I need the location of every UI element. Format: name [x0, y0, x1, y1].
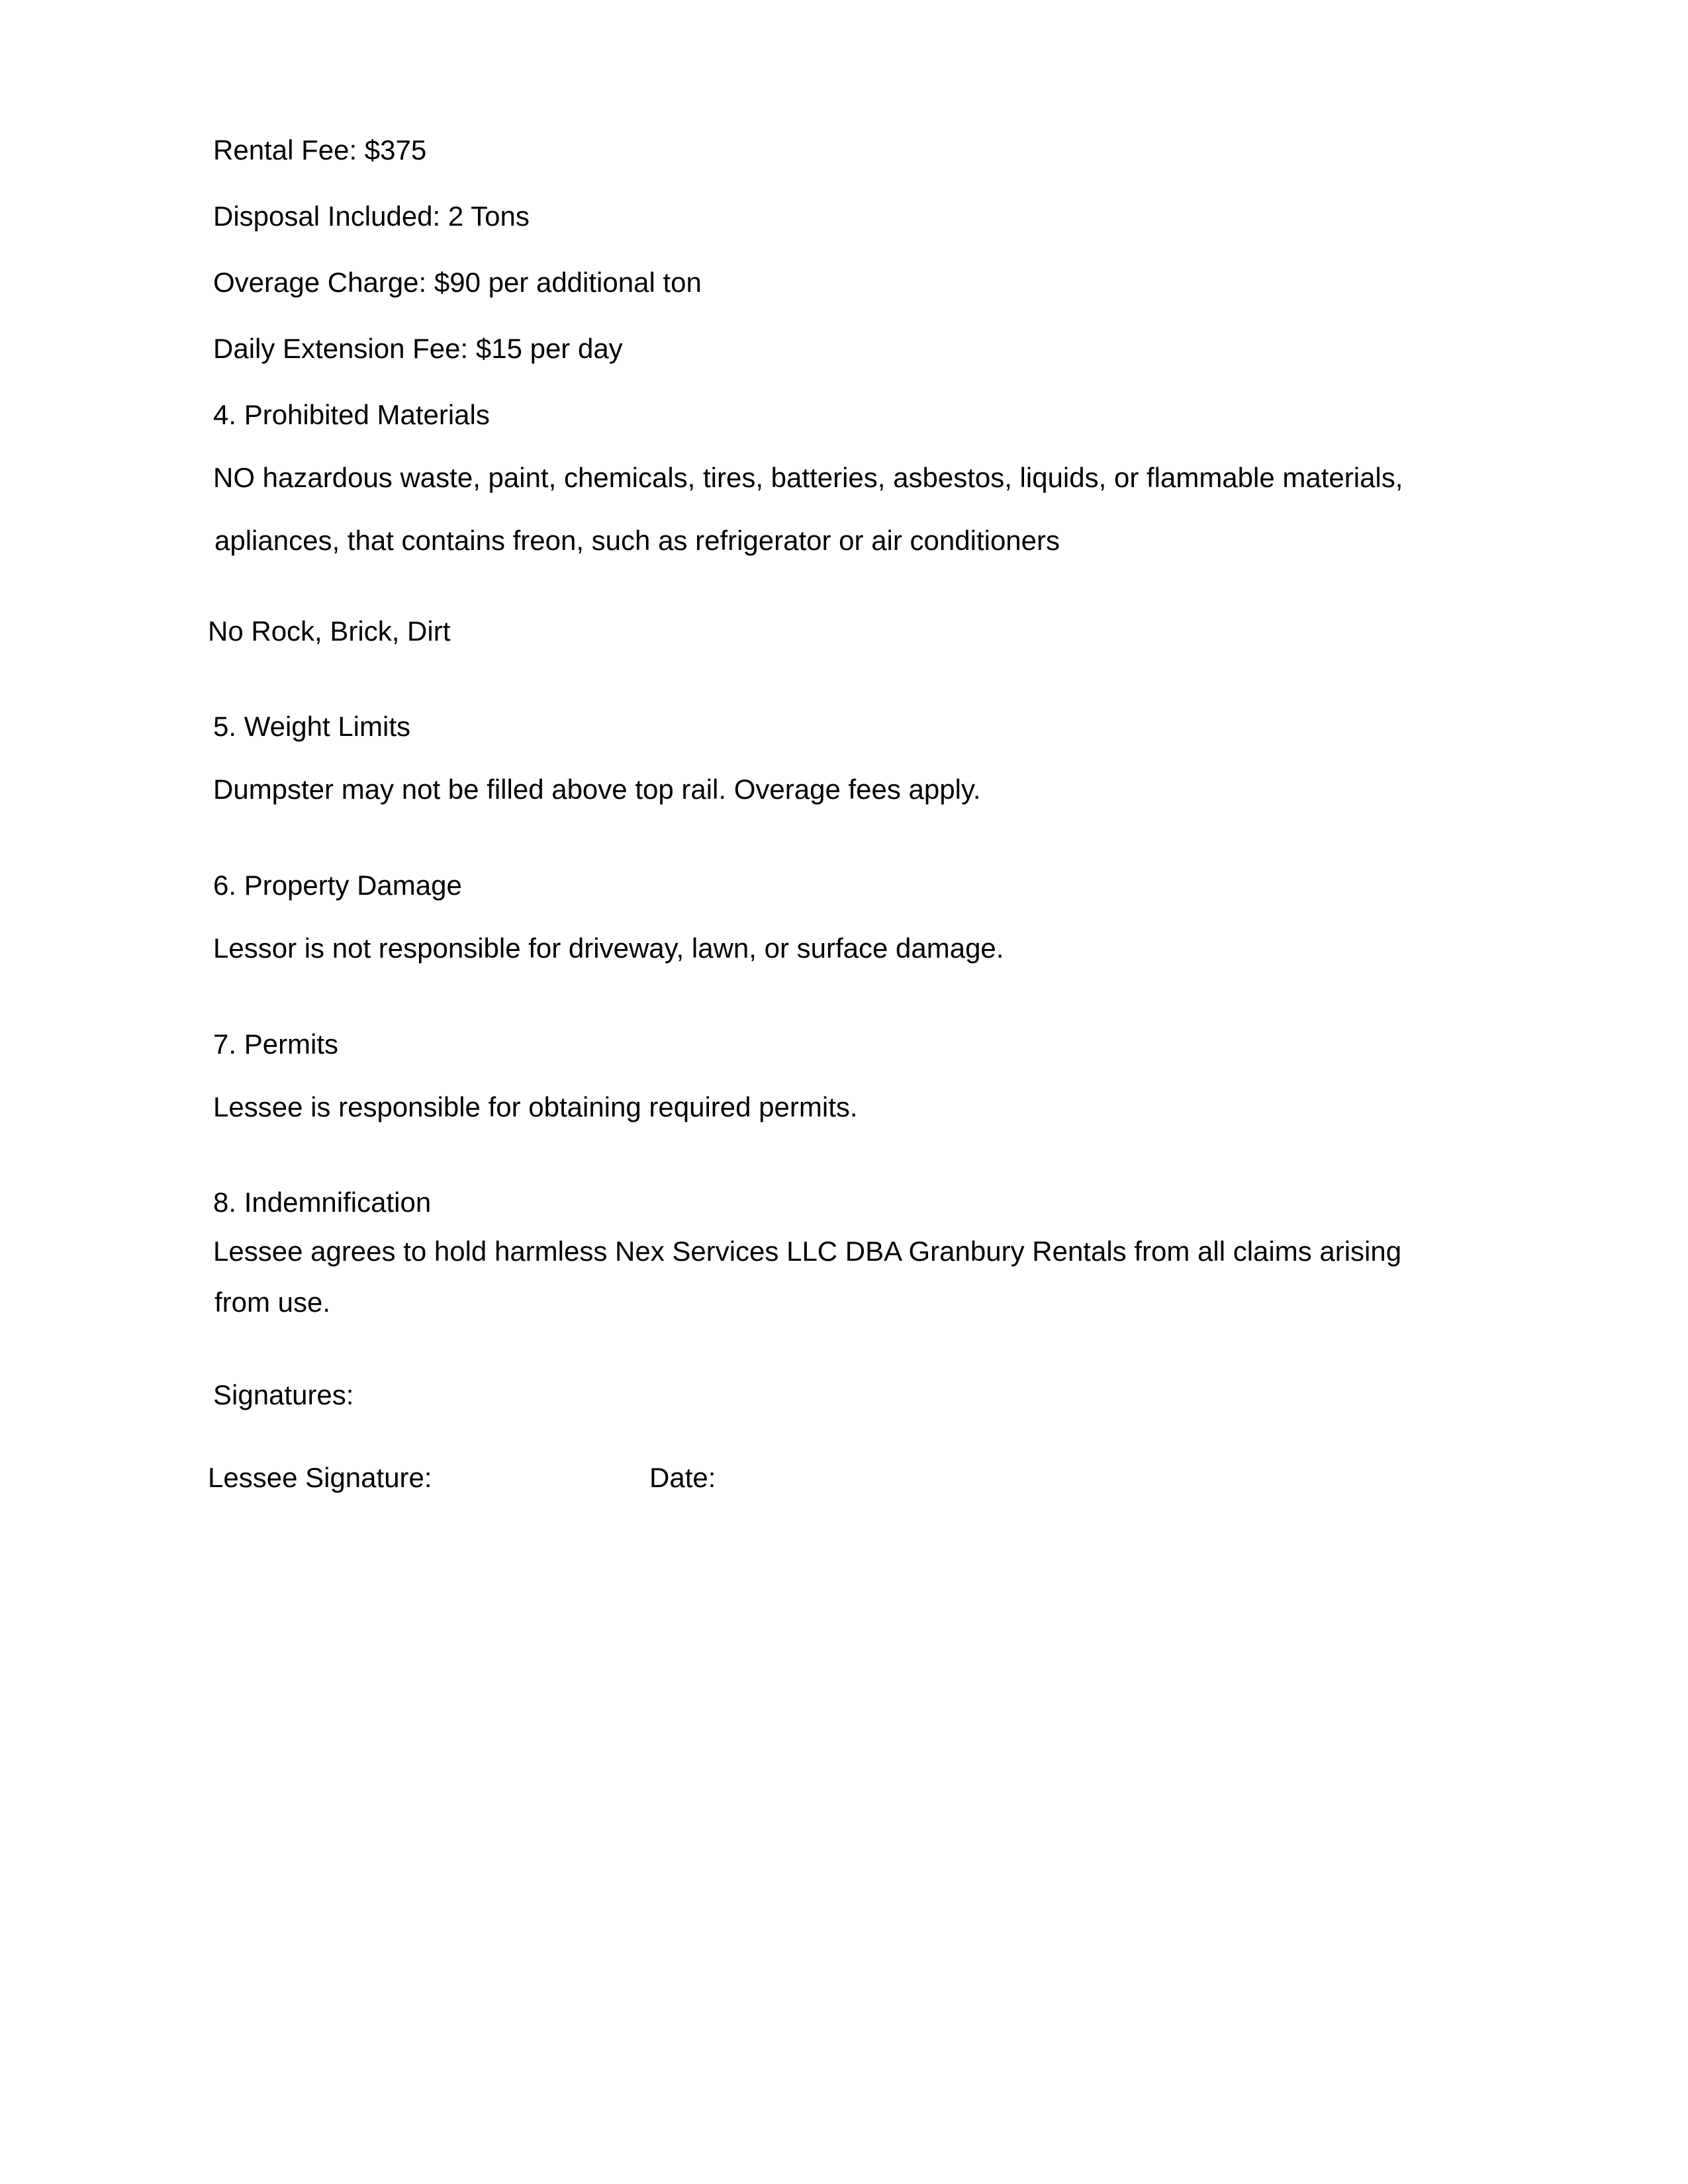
lessee-signature-label: Lessee Signature:: [208, 1462, 432, 1493]
prohibited-materials-line-1: NO hazardous waste, paint, chemicals, tires, batteries, asbestos, liquids, or flammable materials,: [213, 462, 1403, 493]
property-damage-text: Lessor is not responsible for driveway, lawn, or surface damage.: [213, 933, 1004, 964]
section-heading-prohibited-materials: 4. Prohibited Materials: [213, 399, 490, 430]
section-heading-indemnification: 8. Indemnification: [213, 1187, 432, 1218]
date-label: Date:: [649, 1462, 716, 1493]
weight-limits-text: Dumpster may not be filled above top rail. Overage fees apply.: [213, 774, 981, 805]
indemnification-line-2: from use.: [214, 1287, 331, 1318]
section-heading-permits: 7. Permits: [213, 1028, 339, 1060]
prohibited-materials-line-3: No Rock, Brick, Dirt: [208, 615, 451, 647]
section-heading-property-damage: 6. Property Damage: [213, 870, 462, 901]
indemnification-line-1: Lessee agrees to hold harmless Nex Services LLC DBA Granbury Rentals from all claims arising: [213, 1236, 1402, 1267]
prohibited-materials-line-2: apliances, that contains freon, such as refrigerator or air conditioners: [214, 525, 1060, 556]
rental-fee: Rental Fee: $375: [213, 134, 427, 165]
section-heading-weight-limits: 5. Weight Limits: [213, 711, 410, 742]
daily-extension-fee: Daily Extension Fee: $15 per day: [213, 333, 623, 364]
disposal-included: Disposal Included: 2 Tons: [213, 201, 530, 232]
permits-text: Lessee is responsible for obtaining required permits.: [213, 1091, 858, 1122]
signatures-heading: Signatures:: [213, 1379, 354, 1410]
overage-charge: Overage Charge: $90 per additional ton: [213, 267, 702, 298]
